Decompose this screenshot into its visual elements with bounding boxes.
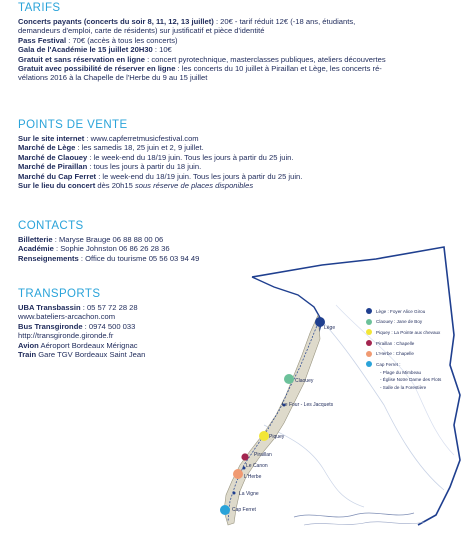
legend-label-lege: Lège : Foyer Alice Girou bbox=[376, 308, 426, 314]
uba-phone: : 05 57 72 28 28 bbox=[80, 303, 138, 312]
pass-festival-label: Pass Festival bbox=[18, 35, 67, 45]
map-dot-herbe bbox=[233, 469, 243, 479]
points-de-vente-heading: POINTS DE VENTE bbox=[18, 119, 128, 131]
tarifs-section bbox=[18, 2, 468, 83]
map-label-four: Le Four - Les Jacquets bbox=[282, 402, 334, 408]
legend-sub-forestiere: - Salle de la Forestière bbox=[380, 384, 427, 390]
pdv-lege-text: : les samedis 18, 25 juin et 2, 9 juillet. bbox=[75, 143, 204, 153]
pdv-line-3 bbox=[18, 153, 468, 162]
renseignements-label: Renseignements bbox=[18, 253, 79, 263]
map-label-lege: Lège bbox=[324, 325, 336, 331]
map-label-vigne: La Vigne bbox=[239, 491, 259, 497]
map-label-claouey: Claouey bbox=[295, 378, 314, 384]
pdv-piraillan-text: : tous les jours à partir du 18 juin. bbox=[87, 162, 202, 172]
gala-label: Gala de l'Académie le 15 juillet 20H30 bbox=[18, 45, 153, 55]
pdv-website-link[interactable]: : www.capferretmusicfestival.com bbox=[84, 134, 199, 143]
legend-item-lege bbox=[366, 306, 468, 317]
points-de-vente-section bbox=[18, 119, 468, 190]
gratuit-reserver-text: : les concerts du 10 juillet à Piraillan et Lège, les concerts ré- bbox=[175, 64, 382, 74]
pdv-claouey-label: Marché de Claouey bbox=[18, 152, 88, 162]
map-legend bbox=[366, 306, 468, 392]
pdv-capferret-label: Marché du Cap Ferret bbox=[18, 171, 97, 181]
bus-label: Bus Transgironde bbox=[18, 321, 83, 331]
renseignements-contact: : Office du tourisme 05 56 03 94 49 bbox=[78, 253, 200, 263]
legend-label-capferret: Cap Ferret : bbox=[376, 361, 401, 367]
tarifs-heading: TARIFS bbox=[18, 2, 61, 14]
pdv-lieu-note: sous réserve de places disponibles bbox=[134, 181, 254, 191]
map-label-capferret: Cap Ferret bbox=[232, 507, 256, 513]
map-coast-sketch-2 bbox=[304, 522, 424, 525]
transports-line-2[interactable]: www.bateliers-arcachon.com bbox=[18, 312, 116, 322]
tarifs-concerts-label: Concerts payants (concerts du soir 8, 11, 12, 13 juillet) bbox=[18, 17, 214, 26]
legend-item-piquey bbox=[366, 327, 468, 338]
billetterie-contact: : Maryse Brauge 06 88 88 00 06 bbox=[52, 235, 164, 244]
contacts-heading: CONTACTS bbox=[18, 220, 84, 232]
map-dot-piquey bbox=[259, 431, 269, 441]
legend-sub-eglise: - Église Notre Dame des Flots bbox=[380, 377, 442, 383]
legend-dot-capferret bbox=[366, 361, 372, 367]
pdv-line-5 bbox=[18, 172, 468, 181]
pdv-capferret-text: : le week-end du 18/19 juin. Tous les jours à partir du 25 juin. bbox=[96, 171, 303, 181]
pdv-internet-label: Sur le site internet bbox=[18, 134, 85, 143]
legend-item-herbe bbox=[366, 348, 468, 359]
billetterie-label: Billetterie bbox=[18, 235, 53, 244]
legend-item-capferret bbox=[366, 359, 468, 370]
academie-contact: : Sophie Johnston 06 86 26 28 36 bbox=[53, 244, 170, 254]
pdv-claouey-text: : le week-end du 18/19 juin. Tous les jours à partir du 25 juin. bbox=[87, 152, 294, 162]
uba-label: UBA Transbassin bbox=[18, 303, 81, 312]
legend-label-herbe: L'Herbe : Chapelle bbox=[376, 351, 414, 357]
legend-dot-piquey bbox=[366, 329, 372, 335]
map-label-piraillan: Piraillan bbox=[254, 452, 272, 458]
tarifs-line-2: demandeurs d'emploi, carte de résidents) sur justificatif et pièce d'identité bbox=[18, 26, 265, 36]
tarifs-line-3 bbox=[18, 36, 468, 45]
legend-sub-mimbeau: - Plage du Mimbeau bbox=[380, 369, 422, 375]
map-boundary-inner bbox=[252, 277, 322, 335]
legend-item-claouey bbox=[366, 317, 468, 328]
train-label: Train bbox=[18, 350, 37, 360]
legend-dot-piraillan bbox=[366, 340, 372, 346]
legend-label-claouey: Claouey : Jane de Boy bbox=[376, 319, 423, 325]
legend-dot-lege bbox=[366, 308, 372, 314]
map-dot-capferret bbox=[220, 505, 230, 515]
transports-line-4[interactable]: http://transgironde.gironde.fr bbox=[18, 331, 114, 341]
academie-label: Académie bbox=[18, 244, 54, 254]
tarifs-line-4 bbox=[18, 45, 468, 54]
map-dot-claouey bbox=[284, 374, 294, 384]
gala-price: : 10€ bbox=[152, 45, 172, 55]
bus-phone: : 0974 500 033 bbox=[82, 321, 136, 331]
tarifs-line-6 bbox=[18, 64, 468, 73]
pdv-lieu-label: Sur le lieu du concert bbox=[18, 181, 96, 191]
pdv-line-2 bbox=[18, 143, 468, 152]
map-dot-vigne bbox=[233, 492, 236, 495]
pdv-lege-label: Marché de Lège bbox=[18, 143, 76, 153]
legend-dot-herbe bbox=[366, 351, 372, 357]
avion-label: Avion bbox=[18, 340, 39, 350]
transports-heading: TRANSPORTS bbox=[18, 288, 101, 300]
legend-dot-claouey bbox=[366, 319, 372, 325]
pdv-line-4 bbox=[18, 162, 468, 171]
tarifs-concerts-price: : 20€ - tarif réduit 12€ (-18 ans, étudiants, bbox=[213, 17, 356, 26]
pdv-line-6 bbox=[18, 181, 468, 190]
train-text: Gare TGV Bordeaux Saint Jean bbox=[36, 350, 146, 360]
avion-text: Aéroport Bordeaux Mérignac bbox=[38, 340, 138, 350]
map-label-herbe: L'Herbe bbox=[244, 474, 262, 480]
gratuit-reserver-label: Gratuit avec possibilité de réserver en ligne bbox=[18, 64, 176, 74]
tarifs-line-1 bbox=[18, 17, 468, 26]
legend-label-piraillan: Piraillan : Chapelle bbox=[376, 340, 415, 346]
tarifs-line-5 bbox=[18, 55, 468, 64]
map-label-piquey: Piquey bbox=[269, 434, 285, 440]
pdv-lieu-text: dès 20h15 bbox=[95, 181, 135, 191]
legend-label-piquey: Piquey : La Pointe aux chevaux bbox=[376, 329, 441, 335]
legend-item-piraillan bbox=[366, 338, 468, 349]
gratuit-label: Gratuit et sans réservation en ligne bbox=[18, 54, 146, 64]
tarifs-line-7: vélations 2016 à la Chapelle de l'Herbe du 9 au 15 juillet bbox=[18, 73, 208, 83]
gratuit-text: : concert pyrotechnique, masterclasses publiques, ateliers découvertes bbox=[145, 54, 386, 64]
map-label-canon: Le Canon bbox=[246, 463, 268, 469]
pass-festival-price: : 70€ (accès à tous les concerts) bbox=[66, 35, 178, 45]
pdv-piraillan-label: Marché de Piraillan bbox=[18, 162, 88, 172]
map-coast-sketch bbox=[294, 513, 414, 517]
map-dot-piraillan bbox=[241, 453, 248, 460]
pdv-line-1 bbox=[18, 134, 468, 143]
